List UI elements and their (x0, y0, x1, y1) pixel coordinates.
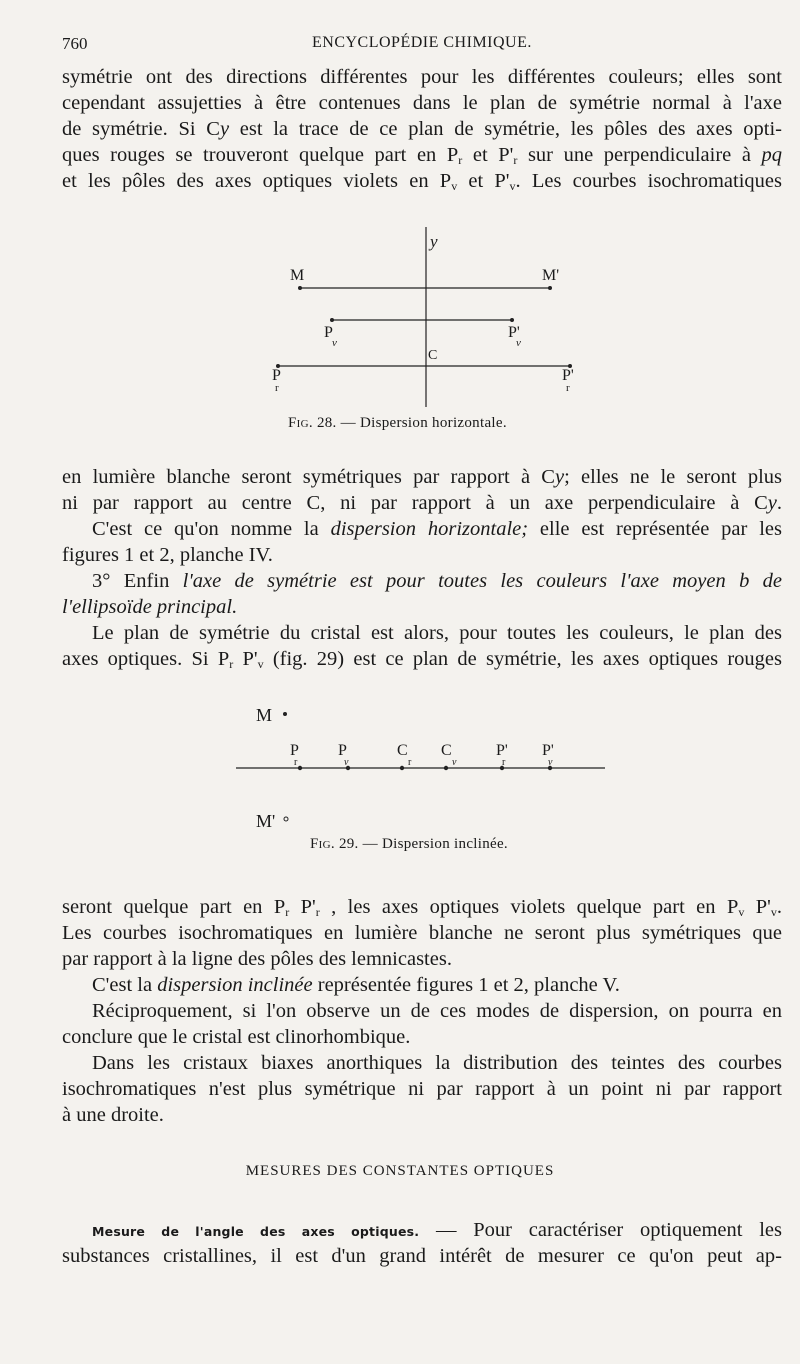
point-M (298, 286, 302, 290)
label-C: C (428, 348, 438, 363)
label-Pr: P (272, 367, 281, 384)
text-line: substances cristallines, il est d'un grand intérêt de mesurer ce qu'on peut ap- (62, 1245, 782, 1267)
paragraph-1 (62, 64, 782, 194)
text-line: ques rouges se trouveront quelque part en $P_r$ et $P'_r$ sur une perpendiculaire à pq (62, 144, 782, 167)
text-line: C'est ce qu'on nomme la dispersion horizontale; elle est représentée par les (92, 518, 782, 540)
text-line: cependant assujetties à être contenues dans le plan de symétrie normal à l'axe (62, 92, 782, 114)
text-line: Dans les cristaux biaxes anorthiques la distribution des teintes des courbes (92, 1052, 782, 1074)
text-line: conclure que le cristal est clinorhombique. (62, 1026, 411, 1048)
label-Pr-sub: r (294, 757, 298, 768)
running-header (62, 34, 782, 60)
text-line: isochromatiques n'est plus symétrique ni par rapport à un point ni par rapport (62, 1078, 782, 1100)
label-Pv2-sub: v (516, 337, 521, 349)
point-Cv (444, 766, 448, 770)
figure-28-diagram (260, 225, 590, 410)
label-Pr: P (290, 742, 299, 759)
section-heading: MESURES DES CONSTANTES OPTIQUES (245, 1163, 555, 1179)
text-line: de symétrie. Si Cy est la trace de ce plan de symétrie, les pôles des axes opti- (62, 118, 782, 140)
text-line: ni par rapport au centre C, ni par rapport à un axe perpendiculaire à Cy. (62, 492, 782, 514)
running-title: ENCYCLOPÉDIE CHIMIQUE. (312, 34, 532, 51)
text-line: Le plan de symétrie du cristal est alors, pour toutes les couleurs, le plan des (92, 622, 782, 644)
text-line: axes optiques. Si $P_r$ $P'_v$ (fig. 29) est ce plan de symétrie, les axes optiques rouges (62, 648, 782, 671)
paragraph-3 (62, 894, 782, 1128)
point-Pv (330, 318, 334, 322)
text-line: seront quelque part en $P_r$ $P'_r$ , les axes optiques violets quelque part en $P_v$ $P'_v$. (62, 896, 782, 919)
label-Pv2: P' (542, 742, 554, 759)
label-Cv: C (441, 742, 452, 759)
label-Pr2: P' (496, 742, 508, 759)
paragraph-2 (62, 464, 782, 672)
figure-29-diagram (230, 695, 610, 840)
text-line: figures 1 et 2, planche IV. (62, 544, 273, 566)
text-line: l'ellipsoïde principal. (62, 596, 238, 618)
figure-29-caption: Fig. 29. — Dispersion inclinée. (310, 836, 508, 852)
label-Pr-sub: r (275, 382, 279, 394)
point-M2 (548, 286, 552, 290)
run-in-heading: Mesure de l'angle des axes optiques. (92, 1224, 420, 1239)
label-Pr2-sub: r (502, 757, 506, 768)
label-y: y (430, 232, 438, 251)
label-Pr2-sub: r (566, 382, 570, 394)
paragraph-4 (62, 1217, 782, 1269)
text-line: et les pôles des axes optiques violets en $P_v$ et $P'_v$. Les courbes isochromatiques (62, 170, 782, 193)
text-line: Réciproquement, si l'on observe un de ces modes de dispersion, on pourra en (92, 1000, 782, 1022)
label-Pv2: P' (508, 324, 520, 341)
label-M: M (256, 705, 273, 725)
label-Pv-sub: v (332, 337, 337, 349)
label-Pv-sub: v (344, 757, 349, 768)
label-Pr2: P' (562, 367, 574, 384)
page-number: 760 (62, 34, 88, 53)
text-line: symétrie ont des directions différentes pour les différentes couleurs; elles sont (62, 66, 782, 88)
figure-28-caption: Fig. 28. — Dispersion horizontale. (288, 415, 507, 431)
point-Cr (400, 766, 404, 770)
point-Pr (298, 766, 302, 770)
label-M2: M' (256, 811, 276, 831)
label-Pv: P (324, 324, 333, 341)
label-M: M (290, 267, 305, 284)
label-Pv: P (338, 742, 347, 759)
point-Pv2 (510, 318, 514, 322)
text-line: à une droite. (62, 1104, 164, 1126)
text-line: par rapport à la ligne des pôles des lemnicastes. (62, 948, 452, 970)
label-M2: M' (542, 267, 560, 284)
text-line: Les courbes isochromatiques en lumière blanche ne seront plus symétriques que (62, 922, 782, 944)
label-Pv2-sub: v (548, 757, 553, 768)
point-M2 (284, 817, 288, 821)
label-Cv-sub: v (452, 757, 457, 768)
label-Cr-sub: r (408, 757, 412, 768)
label-Cr: C (397, 742, 408, 759)
text-line: Mesure de l'angle des axes optiques. — Pour caractériser optiquement les (92, 1219, 782, 1241)
text-line: C'est la dispersion inclinée représentée figures 1 et 2, planche V. (92, 974, 620, 996)
point-M (283, 712, 287, 716)
text-line: 3° Enfin l'axe de symétrie est pour toutes les couleurs l'axe moyen b de (92, 570, 782, 592)
text-line: en lumière blanche seront symétriques par rapport à Cy; elles ne le seront plus (62, 466, 782, 488)
